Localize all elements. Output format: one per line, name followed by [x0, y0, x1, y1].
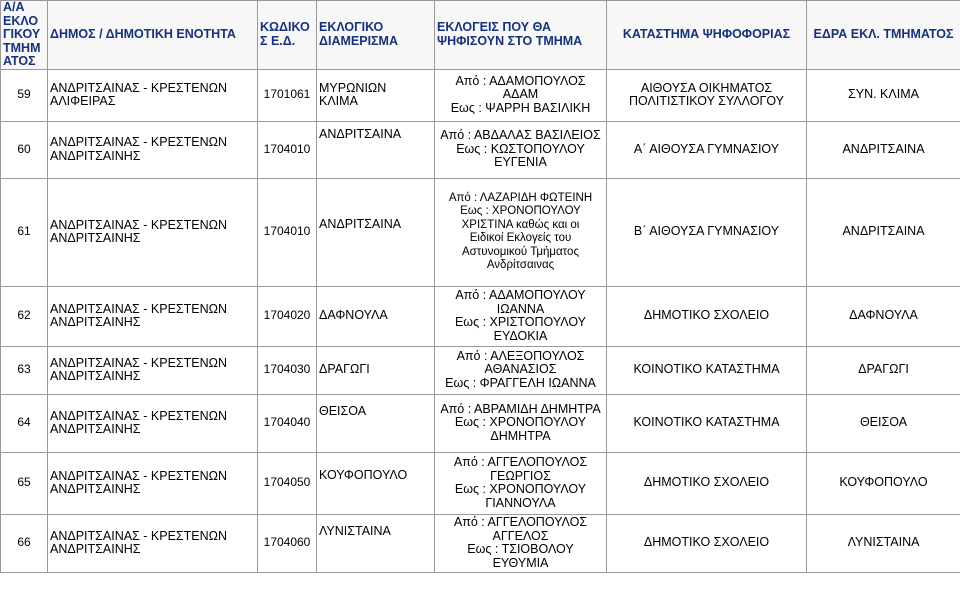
table-row [1, 452, 960, 514]
row-voters: Από : ΑΔΑΜΟΠΟΥΛΟΣ ΑΔΑΜ Εως : ΨΑΡΡΗ ΒΑΣΙΛΙΚΗ [435, 69, 607, 121]
row-code: 1704060 [258, 514, 317, 572]
row-municipality: ΑΝΔΡΙΤΣΑΙΝΑΣ - ΚΡΕΣΤΕΝΩΝ ΑΝΔΡΙΤΣΑΙΝΗΣ [48, 394, 258, 452]
row-district: ΜΥΡΩΝΙΩΝ ΚΛΙΜΑ [317, 69, 435, 121]
header-code: ΚΩΔΙΚΟ Σ Ε.Δ. [258, 1, 317, 70]
header-aa: Α/Α ΕΚΛΟ ΓΙΚΟΥ ΤΜΗΜ ΑΤΟΣ [1, 1, 48, 70]
row-voters: Από : ΛΑΖΑΡΙΔΗ ΦΩΤΕΙΝΗ Εως : ΧΡΟΝΟΠΟΥΛΟΥ ΧΡΙΣΤΙΝΑ καθώς και οι Ειδικοί Εκλογείς του Αστυνομικού Τμήματος Ανδρίτσαινας [435, 178, 607, 286]
row-voters: Από : ΑΓΓΕΛΟΠΟΥΛΟΣ ΓΕΩΡΓΙΟΣ Εως : ΧΡΟΝΟΠΟΥΛΟΥ ΓΙΑΝΝΟΥΛΑ [435, 452, 607, 514]
row-district: ΚΟΥΦΟΠΟΥΛΟ [317, 452, 435, 514]
row-station: ΔΗΜΟΤΙΚΟ ΣΧΟΛΕΙΟ [607, 286, 807, 346]
row-district: ΛΥΝΙΣΤΑΙΝΑ [317, 514, 435, 572]
row-district: ΑΝΔΡΙΤΣΑΙΝΑ [317, 121, 435, 178]
header-row [1, 1, 960, 70]
row-municipality: ΑΝΔΡΙΤΣΑΙΝΑΣ - ΚΡΕΣΤΕΝΩΝ ΑΝΔΡΙΤΣΑΙΝΗΣ [48, 178, 258, 286]
row-district: ΑΝΔΡΙΤΣΑΙΝΑ [317, 178, 435, 286]
row-municipality: ΑΝΔΡΙΤΣΑΙΝΑΣ - ΚΡΕΣΤΕΝΩΝ ΑΛΙΦΕΙΡΑΣ [48, 69, 258, 121]
row-station: ΚΟΙΝΟΤΙΚΟ ΚΑΤΑΣΤΗΜΑ [607, 394, 807, 452]
row-code: 1704050 [258, 452, 317, 514]
row-station: Α΄ ΑΙΘΟΥΣΑ ΓΥΜΝΑΣΙΟΥ [607, 121, 807, 178]
row-municipality: ΑΝΔΡΙΤΣΑΙΝΑΣ - ΚΡΕΣΤΕΝΩΝ ΑΝΔΡΙΤΣΑΙΝΗΣ [48, 452, 258, 514]
row-aa: 59 [1, 69, 48, 121]
row-seat: ΔΡΑΓΩΓΙ [807, 346, 960, 394]
table-row [1, 346, 960, 394]
row-aa: 63 [1, 346, 48, 394]
table-row [1, 178, 960, 286]
header-voters: ΕΚΛΟΓΕΙΣ ΠΟΥ ΘΑ ΨΗΦΙΣΟΥΝ ΣΤΟ ΤΜΗΜΑ [435, 1, 607, 70]
row-aa: 65 [1, 452, 48, 514]
row-municipality: ΑΝΔΡΙΤΣΑΙΝΑΣ - ΚΡΕΣΤΕΝΩΝ ΑΝΔΡΙΤΣΑΙΝΗΣ [48, 121, 258, 178]
row-aa: 66 [1, 514, 48, 572]
row-aa: 62 [1, 286, 48, 346]
table-row [1, 394, 960, 452]
row-code: 1704010 [258, 178, 317, 286]
row-voters: Από : ΑΔΑΜΟΠΟΥΛΟΥ ΙΩΑΝΝΑ Εως : ΧΡΙΣΤΟΠΟΥΛΟΥ ΕΥΔΟΚΙΑ [435, 286, 607, 346]
row-aa: 64 [1, 394, 48, 452]
row-district: ΘΕΙΣΟΑ [317, 394, 435, 452]
row-code: 1704030 [258, 346, 317, 394]
row-district: ΔΡΑΓΩΓΙ [317, 346, 435, 394]
row-seat: ΛΥΝΙΣΤΑΙΝΑ [807, 514, 960, 572]
row-municipality: ΑΝΔΡΙΤΣΑΙΝΑΣ - ΚΡΕΣΤΕΝΩΝ ΑΝΔΡΙΤΣΑΙΝΗΣ [48, 346, 258, 394]
header-seat: ΕΔΡΑ ΕΚΛ. ΤΜΗΜΑΤΟΣ [807, 1, 960, 70]
row-seat: ΘΕΙΣΟΑ [807, 394, 960, 452]
row-code: 1704020 [258, 286, 317, 346]
row-code: 1704040 [258, 394, 317, 452]
row-seat: ΚΟΥΦΟΠΟΥΛΟ [807, 452, 960, 514]
table-row [1, 286, 960, 346]
row-voters: Από : ΑΛΕΞΟΠΟΥΛΟΣ ΑΘΑΝΑΣΙΟΣ Εως : ΦΡΑΓΓΕΛΗ ΙΩΑΝΝΑ [435, 346, 607, 394]
header-municipality: ΔΗΜΟΣ / ΔΗΜΟΤΙΚΗ ΕΝΟΤΗΤΑ [48, 1, 258, 70]
row-seat: ΣΥΝ. ΚΛΙΜΑ [807, 69, 960, 121]
header-station: ΚΑΤΑΣΤΗΜΑ ΨΗΦΟΦΟΡΙΑΣ [607, 1, 807, 70]
row-seat: ΔΑΦΝΟΥΛΑ [807, 286, 960, 346]
row-voters: Από : ΑΒΔΑΛΑΣ ΒΑΣΙΛΕΙΟΣ Εως : ΚΩΣΤΟΠΟΥΛΟΥ ΕΥΓΕΝΙΑ [435, 121, 607, 178]
row-code: 1701061 [258, 69, 317, 121]
row-seat: ΑΝΔΡΙΤΣΑΙΝΑ [807, 121, 960, 178]
row-voters: Από : ΑΓΓΕΛΟΠΟΥΛΟΣ ΑΓΓΕΛΟΣ Εως : ΤΣΙΟΒΟΛΟΥ ΕΥΘΥΜΙΑ [435, 514, 607, 572]
header-district: ΕΚΛΟΓΙΚΟ ΔΙΑΜΕΡΙΣΜΑ [317, 1, 435, 70]
row-station: ΔΗΜΟΤΙΚΟ ΣΧΟΛΕΙΟ [607, 452, 807, 514]
row-seat: ΑΝΔΡΙΤΣΑΙΝΑ [807, 178, 960, 286]
table-row [1, 121, 960, 178]
row-station: Β΄ ΑΙΘΟΥΣΑ ΓΥΜΝΑΣΙΟΥ [607, 178, 807, 286]
row-code: 1704010 [258, 121, 317, 178]
row-municipality: ΑΝΔΡΙΤΣΑΙΝΑΣ - ΚΡΕΣΤΕΝΩΝ ΑΝΔΡΙΤΣΑΙΝΗΣ [48, 514, 258, 572]
row-district: ΔΑΦΝΟΥΛΑ [317, 286, 435, 346]
table-row [1, 514, 960, 572]
row-station: ΑΙΘΟΥΣΑ ΟΙΚΗΜΑΤΟΣ ΠΟΛΙΤΙΣΤΙΚΟΥ ΣΥΛΛΟΓΟΥ [607, 69, 807, 121]
row-voters: Από : ΑΒΡΑΜΙΔΗ ΔΗΜΗΤΡΑ Εως : ΧΡΟΝΟΠΟΥΛΟΥ ΔΗΜΗΤΡΑ [435, 394, 607, 452]
row-aa: 61 [1, 178, 48, 286]
row-aa: 60 [1, 121, 48, 178]
row-municipality: ΑΝΔΡΙΤΣΑΙΝΑΣ - ΚΡΕΣΤΕΝΩΝ ΑΝΔΡΙΤΣΑΙΝΗΣ [48, 286, 258, 346]
row-station: ΚΟΙΝΟΤΙΚΟ ΚΑΤΑΣΤΗΜΑ [607, 346, 807, 394]
row-station: ΔΗΜΟΤΙΚΟ ΣΧΟΛΕΙΟ [607, 514, 807, 572]
table-row [1, 69, 960, 121]
